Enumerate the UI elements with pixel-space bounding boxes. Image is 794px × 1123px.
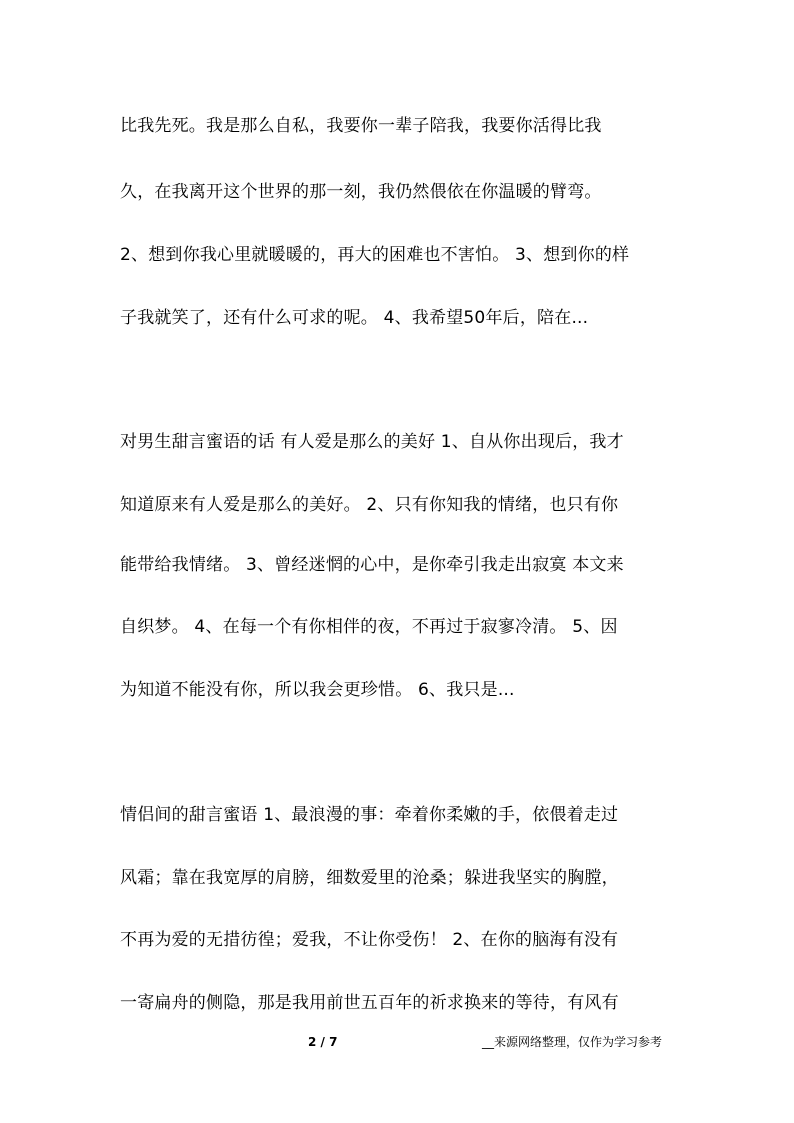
paragraph-3-line-1: 情侣间的甜言蜜语 1、最浪漫的事：牵着你柔嫩的手，依偎着走过 xyxy=(120,805,619,825)
paragraph-2-line-3: 能带给我情绪。 3、曾经迷惘的心中，是你牵引我走出寂寞 本文来 xyxy=(120,555,624,575)
paragraph-2-line-4: 自织梦。 4、在每一个有你相伴的夜，不再过于寂寥冷清。 5、因 xyxy=(120,617,618,637)
paragraph-2-line-5: 为知道不能没有你，所以我会更珍惜。 6、我只是... xyxy=(120,680,515,700)
paragraph-1-line-1: 比我先死。我是那么自私，我要你一辈子陪我，我要你活得比我 xyxy=(120,116,602,136)
paragraph-2-line-1: 对男生甜言蜜语的话 有人爱是那么的美好 1、自从你出现后，我才 xyxy=(120,432,624,452)
page-number: 2 / 7 xyxy=(308,1035,338,1049)
paragraph-3-line-3: 不再为爱的无措彷徨；爱我，不让你受伤！ 2、在你的脑海有没有 xyxy=(120,930,619,950)
paragraph-1-line-2: 久，在我离开这个世界的那一刻，我仍然偎依在你温暖的臂弯。 xyxy=(120,182,602,202)
paragraph-1-line-4: 子我就笑了，还有什么可求的呢。 4、我希望50年后，陪在... xyxy=(120,308,589,328)
paragraph-3-line-2: 风霜；靠在我宽厚的肩膀，细数爱里的沧桑；躲进我坚实的胸膛， xyxy=(120,868,619,888)
paragraph-2-line-2: 知道原来有人爱是那么的美好。 2、只有你知我的情绪，也只有你 xyxy=(120,495,619,515)
source-note: __来源网络整理，仅作为学习参考 xyxy=(482,1035,663,1049)
paragraph-3-line-4: 一寄扁舟的侧隐，那是我用前世五百年的祈求换来的等待，有风有 xyxy=(120,993,619,1013)
paragraph-1-line-3: 2、想到你我心里就暖暖的，再大的困难也不害怕。 3、想到你的样 xyxy=(120,245,630,265)
